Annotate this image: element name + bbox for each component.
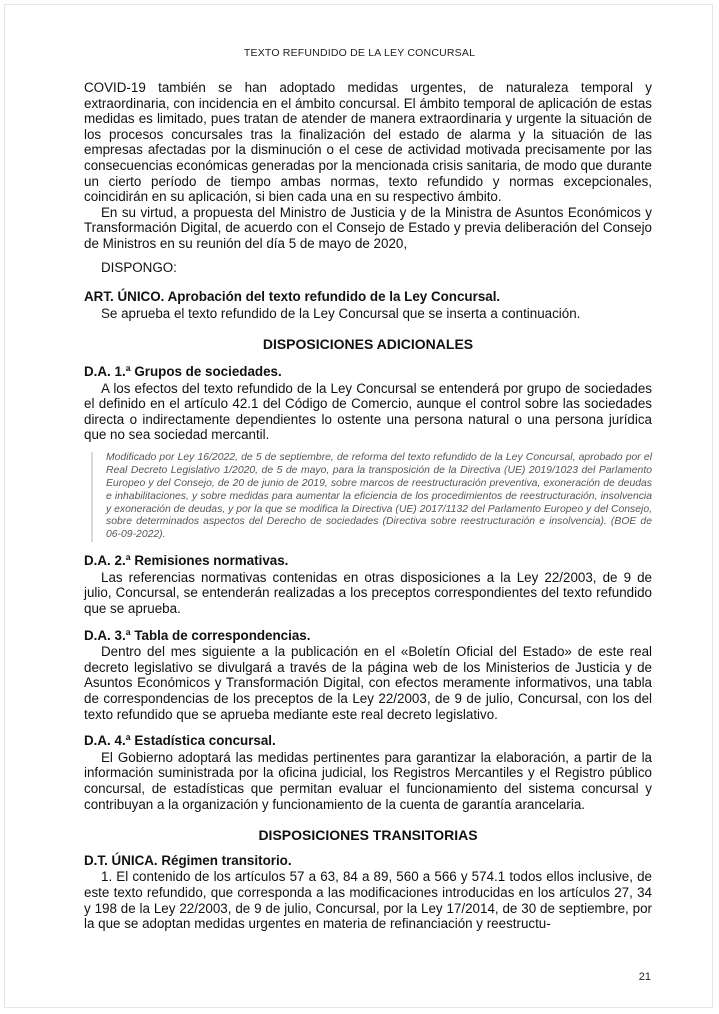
da2-text: Las referencias normativas contenidas en otras disposiciones a la Ley 22/2003, de 9 de julio, Concursal, se entenderán realizadas a los preceptos correspondientes del texto refundido que se aprueba.	[84, 569, 652, 616]
da4-text: El Gobierno adoptará las medidas pertinentes para garantizar la elaboración, a partir de la información suministrada por la oficina judicial, los Registros Mercantiles y el Registro público concursal, de estadísticas que permitan evaluar el funcionamiento del sistema concursal y contribuyan a la organización y funcionamiento de la cuenta de garantía arancelaria.	[84, 749, 652, 812]
intro-paragraph: COVID-19 también se han adoptado medidas urgentes, de naturaleza temporal y extraordinaria, con incidencia en el ámbito concursal. El ámbito temporal de aplicación de estas medidas es limitado, pues tratan de atender de manera extraordinaria y urgente la situación de los procesos concursales tras la finalización del estado de alarma y la situación de las empresas afectadas por la disminución o el cese de actividad motivada precisamente por las consecuencias económicas generadas por la mencionada crisis sanitaria, de modo que durante un cierto período de tiempo ambas normas, texto refundido y normas excepcionales, coincidirán en su aplicación, si bien cada una en su respectivo ámbito.	[84, 80, 652, 205]
da3-text: Dentro del mes siguiente a la publicación en el «Boletín Oficial del Estado» de este real decreto legislativo se divulgará a través de la página web de los Ministerios de Justicia y de Asuntos Económicos y Transformación Digital, con efectos meramente informativos, una tabla de correspondencias de los preceptos de la Ley 22/2003, de 9 de julio, Concursal, con los del texto refundido que se aprueba mediante este real decreto legislativo.	[84, 644, 652, 722]
dt-text: 1. El contenido de los artículos 57 a 63, 84 a 89, 560 a 566 y 574.1 todos ellos inclusive, de este texto refundido, que corresponda a las modificaciones introducidas en los artículos 27, 34 y 198 de la Ley 22/2003, de 9 de julio, Concursal, por la Ley 17/2014, de 30 de septiembre, por la que se adoptan medidas urgentes en materia de refinanciación y reestructu-	[84, 869, 652, 932]
page-body	[84, 80, 652, 932]
da1-text: A los efectos del texto refundido de la Ley Concursal se entenderá por grupo de sociedades el definido en el artículo 42.1 del Código de Comercio, aunque el control sobre las sociedades directa o indirectamente dependientes lo ostente una persona natural o una persona jurídica que no sea sociedad mercantil.	[84, 380, 652, 443]
modification-note: Modificado por Ley 16/2022, de 5 de septiembre, de reforma del texto refundido de la Ley Concursal, aprobado por el Real Decreto Legislativo 1/2020, de 5 de mayo, para la transposición de la Directiva (UE) 2019/1023 del Parlamento Europeo y del Consejo, de 20 de junio de 2019, sobre marcos de reestructuración preventiva, exoneración de deudas e inhabilitaciones, y sobre medidas para aumentar la eficiencia de los procedimientos de reestructuración, insolvencia y exoneración de deudas, y por la que se modifica la Directiva (UE) 2017/1132 del Parlamento Europeo y del Consejo, sobre determinados aspectos del Derecho de sociedades (Directiva sobre reestructuración e insolvencia). (BOE de 06-09-2022).	[91, 452, 652, 542]
dispongo-text: DISPONGO:	[101, 259, 177, 275]
article-heading: ART. ÚNICO. Aprobación del texto refundido de la Ley Concursal.	[84, 289, 501, 305]
section-title-transitorias: DISPOSICIONES TRANSITORIAS	[258, 827, 478, 844]
da3-heading: D.A. 3.ª Tabla de correspondencias.	[84, 627, 311, 643]
dt-heading: D.T. ÚNICA. Régimen transitorio.	[84, 852, 292, 868]
intro-paragraph-virtud: En su virtud, a propuesta del Ministro de Justicia y de la Ministra de Asuntos Económicos y Transformación Digital, de acuerdo con el Consejo de Estado y previa deliberación del Consejo de Ministros en su reunión del día 5 de mayo de 2020,	[84, 204, 652, 251]
page-number: 21	[638, 971, 651, 983]
running-header: TEXTO REFUNDIDO DE LA LEY CONCURSAL	[243, 47, 476, 59]
da4-heading: D.A. 4.ª Estadística concursal.	[84, 733, 276, 749]
article-text: Se aprueba el texto refundido de la Ley Concursal que se inserta a continuación.	[101, 305, 581, 321]
section-title-adicionales: DISPOSICIONES ADICIONALES	[262, 336, 474, 353]
da2-heading: D.A. 2.ª Remisiones normativas.	[84, 553, 289, 569]
da1-heading: D.A. 1.ª Grupos de sociedades.	[84, 363, 282, 379]
